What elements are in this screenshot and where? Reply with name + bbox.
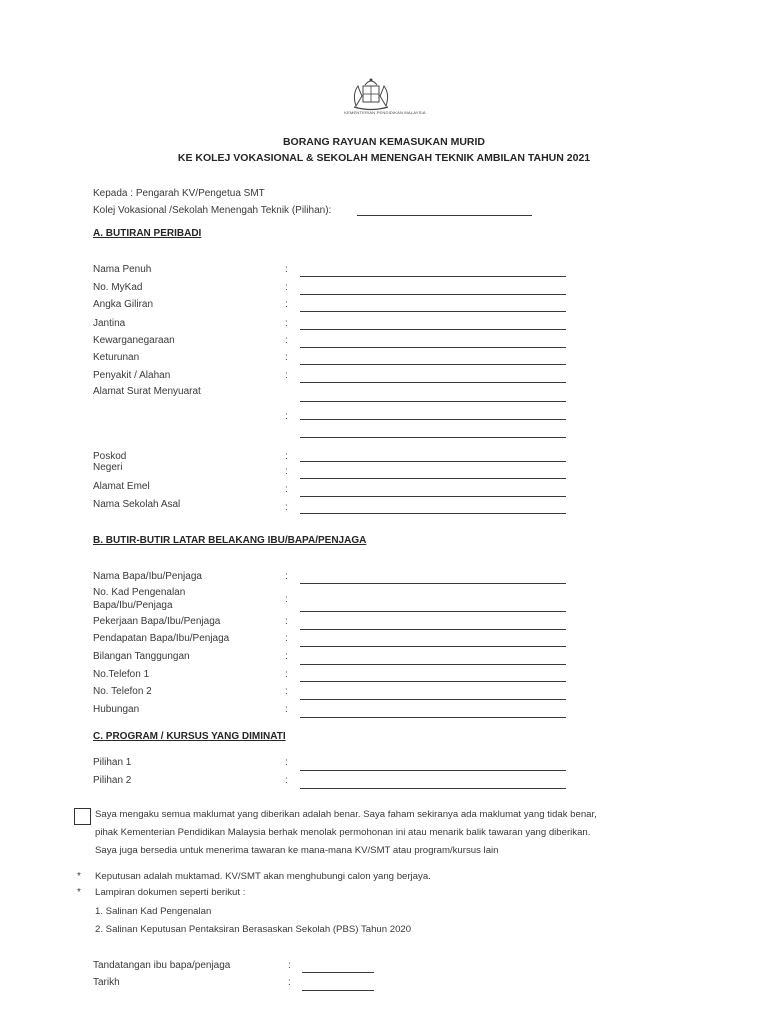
pilihan2-label: Pilihan 2 <box>93 775 132 786</box>
alamat-input-line-2[interactable] <box>300 419 566 420</box>
note-lampiran: Lampiran dokumen seperti berikut : <box>95 887 246 898</box>
kewarganegaraan-input-line[interactable] <box>300 347 566 348</box>
section-a-title: A. BUTIRAN PERIBADI <box>93 228 202 239</box>
penyakit-label: Penyakit / Alahan <box>93 370 171 381</box>
tarikh-input-line[interactable] <box>302 990 374 991</box>
emel-label: Alamat Emel <box>93 481 150 492</box>
declaration-line1: Saya mengaku semua maklumat yang diberikan adalah benar. Saya faham sekiranya ada maklumat yang tidak benar, <box>95 809 597 820</box>
emel-input-line[interactable] <box>300 496 566 497</box>
declaration-line2: pihak Kementerian Pendidikan Malaysia berhak menolak permohonan ini atau menarik balik tawaran yang diberikan. <box>95 827 591 838</box>
colon: : <box>285 299 288 310</box>
colon: : <box>285 594 288 605</box>
colon: : <box>285 370 288 381</box>
colon: : <box>285 651 288 662</box>
colon: : <box>285 633 288 644</box>
note-keputusan: Keputusan adalah muktamad. KV/SMT akan menghubungi calon yang berjaya. <box>95 871 431 882</box>
penyakit-input-line[interactable] <box>300 382 566 383</box>
colon: : <box>285 451 288 462</box>
pilihan2-input-line[interactable] <box>300 788 566 789</box>
telefon2-input-line[interactable] <box>300 699 566 700</box>
pekerjaan-label: Pekerjaan Bapa/Ibu/Penjaga <box>93 616 221 627</box>
mykad-label: No. MyKad <box>93 282 143 293</box>
section-c-title: C. PROGRAM / KURSUS YANG DIMINATI <box>93 731 286 742</box>
kp-input-line[interactable] <box>300 611 566 612</box>
nama-bapa-label: Nama Bapa/Ibu/Penjaga <box>93 571 202 582</box>
pendapatan-input-line[interactable] <box>300 646 566 647</box>
telefon2-label: No. Telefon 2 <box>93 686 152 697</box>
tarikh-label: Tarikh <box>93 977 120 988</box>
alamat-input-line-3[interactable] <box>300 437 566 438</box>
colon: : <box>285 669 288 680</box>
colon: : <box>288 960 291 971</box>
colon: : <box>285 686 288 697</box>
tandatangan-input-line[interactable] <box>302 972 374 973</box>
kolej-input-line[interactable] <box>357 215 532 216</box>
keturunan-input-line[interactable] <box>300 364 566 365</box>
colon: : <box>285 411 288 422</box>
jantina-input-line[interactable] <box>300 329 566 330</box>
negeri-label: Negeri <box>93 462 123 473</box>
pilihan1-label: Pilihan 1 <box>93 757 132 768</box>
colon: : <box>288 977 291 988</box>
angka-giliran-input-line[interactable] <box>300 311 566 312</box>
declaration-line3: Saya juga bersedia untuk menerima tawaran ke mana-mana KV/SMT atau program/kursus lain <box>95 845 499 856</box>
form-title-line2: KE KOLEJ VOKASIONAL & SEKOLAH MENENGAH TEKNIK AMBILAN TAHUN 2021 <box>177 152 591 164</box>
telefon1-label: No.Telefon 1 <box>93 669 150 680</box>
colon: : <box>285 775 288 786</box>
colon: : <box>285 352 288 363</box>
colon: : <box>285 616 288 627</box>
kewarganegaraan-label: Kewarganegaraan <box>93 335 175 346</box>
colon: : <box>285 757 288 768</box>
tanggungan-input-line[interactable] <box>300 664 566 665</box>
bullet: * <box>77 887 81 898</box>
poskod-input-line[interactable] <box>300 461 566 462</box>
poskod-label: Poskod <box>93 451 127 462</box>
hubungan-label: Hubungan <box>93 704 140 715</box>
nama-penuh-label: Nama Penuh <box>93 264 152 275</box>
sekolah-asal-input-line[interactable] <box>300 513 566 514</box>
lampiran-item-2: 2. Salinan Keputusan Pentaksiran Berasaskan Sekolah (PBS) Tahun 2020 <box>95 924 412 935</box>
colon: : <box>285 571 288 582</box>
colon: : <box>285 502 288 513</box>
colon: : <box>285 264 288 275</box>
telefon1-input-line[interactable] <box>300 681 566 682</box>
colon: : <box>285 704 288 715</box>
coat-of-arms-icon <box>348 76 394 112</box>
kp-label-line1: No. Kad Pengenalan <box>93 587 186 598</box>
colon: : <box>285 466 288 477</box>
bullet: * <box>77 871 81 882</box>
sekolah-asal-label: Nama Sekolah Asal <box>93 499 181 510</box>
pendapatan-label: Pendapatan Bapa/Ibu/Penjaga <box>93 633 230 644</box>
alamat-input-line-1[interactable] <box>300 401 566 402</box>
form-title-line1: BORANG RAYUAN KEMASUKAN MURID <box>282 136 486 148</box>
tanggungan-label: Bilangan Tanggungan <box>93 651 190 662</box>
colon: : <box>285 282 288 293</box>
nama-penuh-input-line[interactable] <box>300 276 566 277</box>
mykad-input-line[interactable] <box>300 294 566 295</box>
lampiran-item-1: 1. Salinan Kad Pengenalan <box>95 906 212 917</box>
kepada-line: Kepada : Pengarah KV/Pengetua SMT <box>93 188 265 199</box>
colon: : <box>285 318 288 329</box>
negeri-input-line[interactable] <box>300 478 566 479</box>
pilihan1-input-line[interactable] <box>300 770 566 771</box>
keturunan-label: Keturunan <box>93 352 140 363</box>
angka-giliran-label: Angka Giliran <box>93 299 154 310</box>
tandatangan-label: Tandatangan ibu bapa/penjaga <box>93 960 231 971</box>
ministry-name: KEMENTERIAN PENDIDIKAN MALAYSIA <box>344 110 426 115</box>
alamat-label: Alamat Surat Menyuarat <box>93 386 201 397</box>
pekerjaan-input-line[interactable] <box>300 629 566 630</box>
nama-bapa-input-line[interactable] <box>300 583 566 584</box>
declaration-checkbox[interactable] <box>74 808 91 825</box>
colon: : <box>285 335 288 346</box>
jantina-label: Jantina <box>93 318 126 329</box>
kolej-label: Kolej Vokasional /Sekolah Menengah Teknik (Pilihan): <box>93 205 332 216</box>
hubungan-input-line[interactable] <box>300 717 566 718</box>
colon: : <box>285 484 288 495</box>
kp-label-line2: Bapa/Ibu/Penjaga <box>93 600 173 611</box>
section-b-title: B. BUTIR-BUTIR LATAR BELAKANG IBU/BAPA/PENJAGA <box>93 535 367 546</box>
